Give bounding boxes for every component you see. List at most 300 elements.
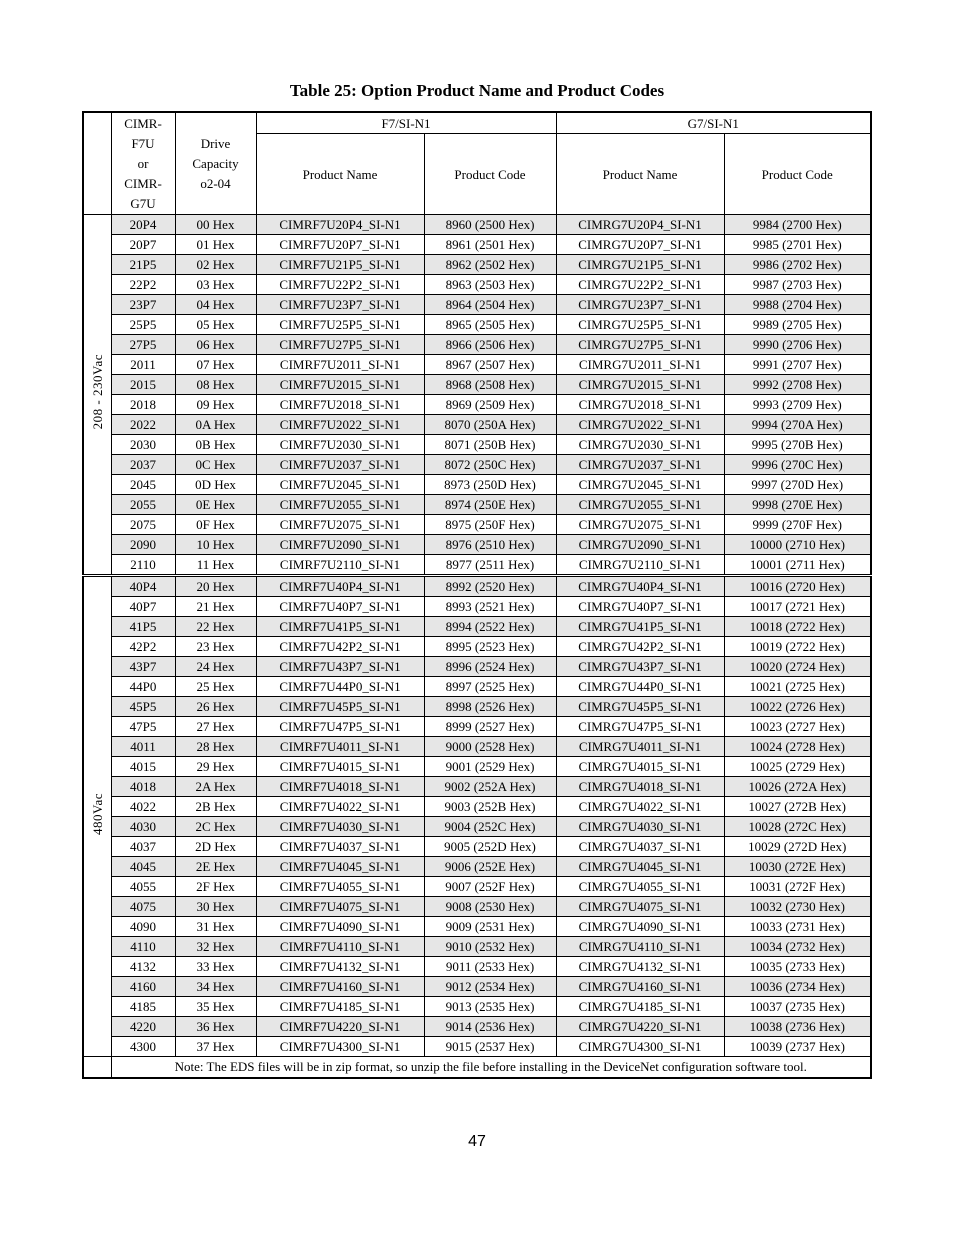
g7-product-name-cell: CIMRG7U4300_SI-N1 — [556, 1037, 724, 1057]
capacity-cell: 27 Hex — [175, 717, 256, 737]
model-cell: 4160 — [111, 977, 175, 997]
table-row — [83, 455, 871, 475]
f7-product-code-cell: 8963 (2503 Hex) — [424, 275, 556, 295]
f7-product-code-cell: 8998 (2526 Hex) — [424, 697, 556, 717]
model-cell: 4011 — [111, 737, 175, 757]
f7-product-code-cell: 8968 (2508 Hex) — [424, 375, 556, 395]
table-row — [83, 275, 871, 295]
g7-group-header: G7/SI-N1 — [556, 112, 871, 134]
g7-product-code-cell: 10022 (2726 Hex) — [724, 697, 871, 717]
f7-product-name-cell: CIMRF7U2045_SI-N1 — [256, 475, 424, 495]
model-cell: 4055 — [111, 877, 175, 897]
g7-product-name-cell: CIMRG7U4018_SI-N1 — [556, 777, 724, 797]
model-cell: 2045 — [111, 475, 175, 495]
f7-product-name-cell: CIMRF7U22P2_SI-N1 — [256, 275, 424, 295]
f7-product-name-cell: CIMRF7U2018_SI-N1 — [256, 395, 424, 415]
table-row — [83, 897, 871, 917]
capacity-cell: 2A Hex — [175, 777, 256, 797]
capacity-cell: 2F Hex — [175, 877, 256, 897]
g7-product-name-cell: CIMRG7U4045_SI-N1 — [556, 857, 724, 877]
capacity-cell: 0D Hex — [175, 475, 256, 495]
g7-product-name-cell: CIMRG7U22P2_SI-N1 — [556, 275, 724, 295]
g7-product-code-cell: 10039 (2737 Hex) — [724, 1037, 871, 1057]
g7-product-code-cell: 10035 (2733 Hex) — [724, 957, 871, 977]
g7-product-name-cell: CIMRG7U4075_SI-N1 — [556, 897, 724, 917]
capacity-header — [175, 112, 256, 215]
model-cell: 4075 — [111, 897, 175, 917]
g7-product-name-cell: CIMRG7U43P7_SI-N1 — [556, 657, 724, 677]
capacity-cell: 24 Hex — [175, 657, 256, 677]
g7-product-code-cell: 10037 (2735 Hex) — [724, 997, 871, 1017]
f7-product-code-cell: 8969 (2509 Hex) — [424, 395, 556, 415]
model-header — [111, 112, 175, 215]
g7-product-code-cell: 10031 (272F Hex) — [724, 877, 871, 897]
g7-product-name-cell: CIMRG7U23P7_SI-N1 — [556, 295, 724, 315]
model-cell: 4022 — [111, 797, 175, 817]
capacity-cell: 23 Hex — [175, 637, 256, 657]
g7-product-code-cell: 9990 (2706 Hex) — [724, 335, 871, 355]
model-header-line: CIMR- — [124, 115, 162, 131]
f7-product-code-cell: 8070 (250A Hex) — [424, 415, 556, 435]
g7-product-code-cell: 10018 (2722 Hex) — [724, 617, 871, 637]
f7-product-name-header: Product Name — [256, 134, 424, 215]
g7-product-name-header: Product Name — [556, 134, 724, 215]
g7-product-name-cell: CIMRG7U2018_SI-N1 — [556, 395, 724, 415]
table-row — [83, 997, 871, 1017]
g7-product-name-cell: CIMRG7U4022_SI-N1 — [556, 797, 724, 817]
g7-product-name-cell: CIMRG7U45P5_SI-N1 — [556, 697, 724, 717]
model-cell: 4090 — [111, 917, 175, 937]
f7-product-name-cell: CIMRF7U25P5_SI-N1 — [256, 315, 424, 335]
voltage-group-cell — [83, 576, 111, 1057]
table-row — [83, 435, 871, 455]
capacity-cell: 0E Hex — [175, 495, 256, 515]
capacity-cell: 20 Hex — [175, 576, 256, 597]
model-cell: 25P5 — [111, 315, 175, 335]
page-number: 47 — [468, 1133, 486, 1150]
f7-product-name-cell: CIMRF7U4015_SI-N1 — [256, 757, 424, 777]
g7-product-name-cell: CIMRG7U4110_SI-N1 — [556, 937, 724, 957]
g7-product-code-header: Product Code — [724, 134, 871, 215]
g7-product-name-cell: CIMRG7U27P5_SI-N1 — [556, 335, 724, 355]
capacity-cell: 09 Hex — [175, 395, 256, 415]
model-cell: 40P4 — [111, 576, 175, 597]
g7-product-code-cell: 9991 (2707 Hex) — [724, 355, 871, 375]
f7-product-code-cell: 8993 (2521 Hex) — [424, 597, 556, 617]
model-cell: 4220 — [111, 1017, 175, 1037]
f7-product-name-cell: CIMRF7U2015_SI-N1 — [256, 375, 424, 395]
table-row — [83, 215, 871, 235]
table-row — [83, 375, 871, 395]
f7-product-name-cell: CIMRF7U4300_SI-N1 — [256, 1037, 424, 1057]
f7-product-name-cell: CIMRF7U4160_SI-N1 — [256, 977, 424, 997]
g7-product-name-cell: CIMRG7U4015_SI-N1 — [556, 757, 724, 777]
capacity-cell: 21 Hex — [175, 597, 256, 617]
table-row — [83, 415, 871, 435]
table-row — [83, 315, 871, 335]
f7-product-name-cell: CIMRF7U21P5_SI-N1 — [256, 255, 424, 275]
f7-product-code-cell: 9004 (252C Hex) — [424, 817, 556, 837]
table-row — [83, 576, 871, 597]
g7-product-name-cell: CIMRG7U2045_SI-N1 — [556, 475, 724, 495]
f7-product-code-cell: 8976 (2510 Hex) — [424, 535, 556, 555]
f7-product-code-header: Product Code — [424, 134, 556, 215]
capacity-cell: 31 Hex — [175, 917, 256, 937]
model-cell: 2030 — [111, 435, 175, 455]
capacity-cell: 22 Hex — [175, 617, 256, 637]
model-cell: 4045 — [111, 857, 175, 877]
table-row — [83, 877, 871, 897]
f7-product-code-cell: 8960 (2500 Hex) — [424, 215, 556, 235]
table-row — [83, 495, 871, 515]
model-cell: 4132 — [111, 957, 175, 977]
capacity-cell: 2B Hex — [175, 797, 256, 817]
g7-product-code-cell: 9989 (2705 Hex) — [724, 315, 871, 335]
f7-product-code-cell: 8967 (2507 Hex) — [424, 355, 556, 375]
capacity-cell: 05 Hex — [175, 315, 256, 335]
table-row — [83, 837, 871, 857]
g7-product-code-cell: 10033 (2731 Hex) — [724, 917, 871, 937]
f7-product-code-cell: 8961 (2501 Hex) — [424, 235, 556, 255]
model-cell: 23P7 — [111, 295, 175, 315]
g7-product-code-cell: 9998 (270E Hex) — [724, 495, 871, 515]
g7-product-code-cell: 9988 (2704 Hex) — [724, 295, 871, 315]
g7-product-name-cell: CIMRG7U20P4_SI-N1 — [556, 215, 724, 235]
f7-product-code-cell: 9007 (252F Hex) — [424, 877, 556, 897]
g7-product-code-cell: 10034 (2732 Hex) — [724, 937, 871, 957]
model-cell: 2022 — [111, 415, 175, 435]
f7-product-code-cell: 8995 (2523 Hex) — [424, 637, 556, 657]
table-row — [83, 355, 871, 375]
g7-product-code-cell: 10028 (272C Hex) — [724, 817, 871, 837]
g7-product-code-cell: 10025 (2729 Hex) — [724, 757, 871, 777]
capacity-cell: 2E Hex — [175, 857, 256, 877]
capacity-cell: 08 Hex — [175, 375, 256, 395]
table-row — [83, 1037, 871, 1057]
capacity-cell: 26 Hex — [175, 697, 256, 717]
g7-product-name-cell: CIMRG7U2110_SI-N1 — [556, 555, 724, 576]
model-cell: 20P4 — [111, 215, 175, 235]
model-cell: 22P2 — [111, 275, 175, 295]
g7-product-code-cell: 9984 (2700 Hex) — [724, 215, 871, 235]
capacity-cell: 32 Hex — [175, 937, 256, 957]
g7-product-code-cell: 9994 (270A Hex) — [724, 415, 871, 435]
f7-product-code-cell: 9012 (2534 Hex) — [424, 977, 556, 997]
f7-product-name-cell: CIMRF7U45P5_SI-N1 — [256, 697, 424, 717]
f7-product-name-cell: CIMRF7U43P7_SI-N1 — [256, 657, 424, 677]
table-row — [83, 677, 871, 697]
g7-product-code-cell: 10000 (2710 Hex) — [724, 535, 871, 555]
f7-product-code-cell: 9003 (252B Hex) — [424, 797, 556, 817]
table-row — [83, 597, 871, 617]
f7-product-code-cell: 8973 (250D Hex) — [424, 475, 556, 495]
model-cell: 20P7 — [111, 235, 175, 255]
f7-product-name-cell: CIMRF7U2030_SI-N1 — [256, 435, 424, 455]
f7-product-code-cell: 8071 (250B Hex) — [424, 435, 556, 455]
model-cell: 27P5 — [111, 335, 175, 355]
g7-product-code-cell: 10036 (2734 Hex) — [724, 977, 871, 997]
model-cell: 2015 — [111, 375, 175, 395]
f7-product-name-cell: CIMRF7U4030_SI-N1 — [256, 817, 424, 837]
model-cell: 2018 — [111, 395, 175, 415]
f7-product-name-cell: CIMRF7U4075_SI-N1 — [256, 897, 424, 917]
table-row — [83, 255, 871, 275]
f7-product-name-cell: CIMRF7U20P7_SI-N1 — [256, 235, 424, 255]
model-cell: 2011 — [111, 355, 175, 375]
table-row — [83, 917, 871, 937]
model-header-line: G7U — [130, 195, 156, 211]
f7-product-code-cell: 9005 (252D Hex) — [424, 837, 556, 857]
f7-product-name-cell: CIMRF7U20P4_SI-N1 — [256, 215, 424, 235]
table-row — [83, 617, 871, 637]
model-cell: 4185 — [111, 997, 175, 1017]
g7-product-code-cell: 9985 (2701 Hex) — [724, 235, 871, 255]
g7-product-name-cell: CIMRG7U4030_SI-N1 — [556, 817, 724, 837]
f7-product-code-cell: 8975 (250F Hex) — [424, 515, 556, 535]
f7-product-code-cell: 9002 (252A Hex) — [424, 777, 556, 797]
g7-product-name-cell: CIMRG7U4132_SI-N1 — [556, 957, 724, 977]
g7-product-code-cell: 9997 (270D Hex) — [724, 475, 871, 495]
g7-product-code-cell: 10016 (2720 Hex) — [724, 576, 871, 597]
f7-product-code-cell: 8962 (2502 Hex) — [424, 255, 556, 275]
g7-product-code-cell: 10030 (272E Hex) — [724, 857, 871, 877]
model-cell: 43P7 — [111, 657, 175, 677]
capacity-cell: 29 Hex — [175, 757, 256, 777]
f7-product-name-cell: CIMRF7U4045_SI-N1 — [256, 857, 424, 877]
model-cell: 21P5 — [111, 255, 175, 275]
g7-product-name-cell: CIMRG7U20P7_SI-N1 — [556, 235, 724, 255]
capacity-cell: 28 Hex — [175, 737, 256, 757]
table-row — [83, 395, 871, 415]
f7-product-name-cell: CIMRF7U4090_SI-N1 — [256, 917, 424, 937]
g7-product-code-cell: 9986 (2702 Hex) — [724, 255, 871, 275]
model-cell: 4037 — [111, 837, 175, 857]
voltage-label: 480Vac — [89, 793, 105, 835]
table-row — [83, 535, 871, 555]
table-row — [83, 555, 871, 576]
g7-product-name-cell: CIMRG7U25P5_SI-N1 — [556, 315, 724, 335]
model-cell: 2090 — [111, 535, 175, 555]
f7-product-code-cell: 8965 (2505 Hex) — [424, 315, 556, 335]
f7-product-code-cell: 9013 (2535 Hex) — [424, 997, 556, 1017]
f7-product-code-cell: 8997 (2525 Hex) — [424, 677, 556, 697]
g7-product-code-cell: 10027 (272B Hex) — [724, 797, 871, 817]
f7-product-name-cell: CIMRF7U2075_SI-N1 — [256, 515, 424, 535]
f7-product-name-cell: CIMRF7U2055_SI-N1 — [256, 495, 424, 515]
g7-product-code-cell: 10032 (2730 Hex) — [724, 897, 871, 917]
f7-product-name-cell: CIMRF7U23P7_SI-N1 — [256, 295, 424, 315]
capacity-cell: 2C Hex — [175, 817, 256, 837]
f7-product-name-cell: CIMRF7U2037_SI-N1 — [256, 455, 424, 475]
g7-product-name-cell: CIMRG7U2011_SI-N1 — [556, 355, 724, 375]
voltage-group-cell — [83, 215, 111, 576]
f7-product-code-cell: 9011 (2533 Hex) — [424, 957, 556, 977]
f7-product-name-cell: CIMRF7U4132_SI-N1 — [256, 957, 424, 977]
model-cell: 40P7 — [111, 597, 175, 617]
g7-product-code-cell: 10023 (2727 Hex) — [724, 717, 871, 737]
capacity-cell: 37 Hex — [175, 1037, 256, 1057]
model-cell: 42P2 — [111, 637, 175, 657]
model-cell: 2055 — [111, 495, 175, 515]
model-cell: 4110 — [111, 937, 175, 957]
capacity-cell: 30 Hex — [175, 897, 256, 917]
g7-product-name-cell: CIMRG7U41P5_SI-N1 — [556, 617, 724, 637]
f7-product-code-cell: 8072 (250C Hex) — [424, 455, 556, 475]
g7-product-code-cell: 10024 (2728 Hex) — [724, 737, 871, 757]
table-row — [83, 737, 871, 757]
g7-product-name-cell: CIMRG7U4185_SI-N1 — [556, 997, 724, 1017]
model-cell: 4015 — [111, 757, 175, 777]
g7-product-name-cell: CIMRG7U44P0_SI-N1 — [556, 677, 724, 697]
f7-product-name-cell: CIMRF7U4018_SI-N1 — [256, 777, 424, 797]
g7-product-code-cell: 9999 (270F Hex) — [724, 515, 871, 535]
model-cell: 41P5 — [111, 617, 175, 637]
table-row — [83, 777, 871, 797]
f7-product-name-cell: CIMRF7U42P2_SI-N1 — [256, 637, 424, 657]
model-cell: 4300 — [111, 1037, 175, 1057]
f7-product-name-cell: CIMRF7U2011_SI-N1 — [256, 355, 424, 375]
g7-product-name-cell: CIMRG7U40P7_SI-N1 — [556, 597, 724, 617]
f7-product-code-cell: 9006 (252E Hex) — [424, 857, 556, 877]
f7-product-code-cell: 9008 (2530 Hex) — [424, 897, 556, 917]
g7-product-code-cell: 10001 (2711 Hex) — [724, 555, 871, 576]
f7-product-code-cell: 9009 (2531 Hex) — [424, 917, 556, 937]
capacity-cell: 03 Hex — [175, 275, 256, 295]
f7-product-name-cell: CIMRF7U47P5_SI-N1 — [256, 717, 424, 737]
model-cell: 4030 — [111, 817, 175, 837]
g7-product-code-cell: 9992 (2708 Hex) — [724, 375, 871, 395]
f7-group-header: F7/SI-N1 — [256, 112, 556, 134]
table-row — [83, 977, 871, 997]
f7-product-code-cell: 8994 (2522 Hex) — [424, 617, 556, 637]
capacity-header-line: Drive — [200, 135, 231, 151]
model-cell: 2037 — [111, 455, 175, 475]
g7-product-name-cell: CIMRG7U2030_SI-N1 — [556, 435, 724, 455]
g7-product-code-cell: 10019 (2722 Hex) — [724, 637, 871, 657]
g7-product-code-cell: 10020 (2724 Hex) — [724, 657, 871, 677]
table-row — [83, 335, 871, 355]
g7-product-name-cell: CIMRG7U4090_SI-N1 — [556, 917, 724, 937]
table-row — [83, 637, 871, 657]
g7-product-name-cell: CIMRG7U2075_SI-N1 — [556, 515, 724, 535]
capacity-cell: 01 Hex — [175, 235, 256, 255]
model-cell: 45P5 — [111, 697, 175, 717]
g7-product-code-cell: 10029 (272D Hex) — [724, 837, 871, 857]
table-row — [83, 717, 871, 737]
f7-product-code-cell: 8966 (2506 Hex) — [424, 335, 556, 355]
table-row — [83, 295, 871, 315]
model-header-line: F7U — [131, 135, 155, 151]
table-row — [83, 657, 871, 677]
f7-product-code-cell: 9014 (2536 Hex) — [424, 1017, 556, 1037]
f7-product-name-cell: CIMRF7U2022_SI-N1 — [256, 415, 424, 435]
f7-product-code-cell: 8996 (2524 Hex) — [424, 657, 556, 677]
table-row — [83, 697, 871, 717]
model-cell: 2110 — [111, 555, 175, 576]
table-row — [83, 1017, 871, 1037]
f7-product-name-cell: CIMRF7U4220_SI-N1 — [256, 1017, 424, 1037]
g7-product-name-cell: CIMRG7U2037_SI-N1 — [556, 455, 724, 475]
capacity-cell: 04 Hex — [175, 295, 256, 315]
f7-product-name-cell: CIMRF7U40P4_SI-N1 — [256, 576, 424, 597]
f7-product-name-cell: CIMRF7U4055_SI-N1 — [256, 877, 424, 897]
product-code-table — [82, 111, 872, 1079]
g7-product-code-cell: 9995 (270B Hex) — [724, 435, 871, 455]
capacity-cell: 07 Hex — [175, 355, 256, 375]
model-header-line: or — [137, 155, 149, 171]
f7-product-code-cell: 8974 (250E Hex) — [424, 495, 556, 515]
capacity-cell: 33 Hex — [175, 957, 256, 977]
f7-product-code-cell: 8964 (2504 Hex) — [424, 295, 556, 315]
g7-product-name-cell: CIMRG7U2022_SI-N1 — [556, 415, 724, 435]
f7-product-name-cell: CIMRF7U4022_SI-N1 — [256, 797, 424, 817]
g7-product-name-cell: CIMRG7U4011_SI-N1 — [556, 737, 724, 757]
f7-product-name-cell: CIMRF7U4011_SI-N1 — [256, 737, 424, 757]
f7-product-code-cell: 9000 (2528 Hex) — [424, 737, 556, 757]
f7-product-code-cell: 8977 (2511 Hex) — [424, 555, 556, 576]
g7-product-name-cell: CIMRG7U21P5_SI-N1 — [556, 255, 724, 275]
capacity-cell: 0F Hex — [175, 515, 256, 535]
g7-product-name-cell: CIMRG7U2090_SI-N1 — [556, 535, 724, 555]
capacity-cell: 25 Hex — [175, 677, 256, 697]
capacity-cell: 00 Hex — [175, 215, 256, 235]
g7-product-name-cell: CIMRG7U42P2_SI-N1 — [556, 637, 724, 657]
capacity-cell: 10 Hex — [175, 535, 256, 555]
g7-product-code-cell: 9993 (2709 Hex) — [724, 395, 871, 415]
g7-product-name-cell: CIMRG7U4037_SI-N1 — [556, 837, 724, 857]
g7-product-name-cell: CIMRG7U4055_SI-N1 — [556, 877, 724, 897]
model-cell: 4018 — [111, 777, 175, 797]
table-row — [83, 515, 871, 535]
table-row — [83, 957, 871, 977]
g7-product-code-cell: 10017 (2721 Hex) — [724, 597, 871, 617]
table-note: Note: The EDS files will be in zip format, so unzip the file before installing in the DeviceNet configuration software tool. — [111, 1057, 871, 1079]
model-cell: 2075 — [111, 515, 175, 535]
table-row — [83, 857, 871, 877]
table-row — [83, 235, 871, 255]
g7-product-code-cell: 10038 (2736 Hex) — [724, 1017, 871, 1037]
f7-product-name-cell: CIMRF7U4037_SI-N1 — [256, 837, 424, 857]
capacity-cell: 0A Hex — [175, 415, 256, 435]
f7-product-code-cell: 9001 (2529 Hex) — [424, 757, 556, 777]
f7-product-code-cell: 8999 (2527 Hex) — [424, 717, 556, 737]
capacity-cell: 06 Hex — [175, 335, 256, 355]
g7-product-name-cell: CIMRG7U4220_SI-N1 — [556, 1017, 724, 1037]
model-header-line: CIMR- — [124, 175, 162, 191]
f7-product-name-cell: CIMRF7U2090_SI-N1 — [256, 535, 424, 555]
voltage-label: 208 - 230Vac — [89, 354, 105, 430]
table-title: Table 25: Option Product Name and Product Codes — [289, 81, 665, 100]
capacity-cell: 11 Hex — [175, 555, 256, 576]
g7-product-code-cell: 9996 (270C Hex) — [724, 455, 871, 475]
f7-product-name-cell: CIMRF7U4110_SI-N1 — [256, 937, 424, 957]
f7-product-code-cell: 9010 (2532 Hex) — [424, 937, 556, 957]
model-cell: 47P5 — [111, 717, 175, 737]
f7-product-name-cell: CIMRF7U2110_SI-N1 — [256, 555, 424, 576]
f7-product-name-cell: CIMRF7U40P7_SI-N1 — [256, 597, 424, 617]
g7-product-code-cell: 10026 (272A Hex) — [724, 777, 871, 797]
table-row — [83, 475, 871, 495]
g7-product-name-cell: CIMRG7U2015_SI-N1 — [556, 375, 724, 395]
capacity-cell: 36 Hex — [175, 1017, 256, 1037]
table-row — [83, 757, 871, 777]
note-spacer — [83, 1057, 111, 1079]
f7-product-name-cell: CIMRF7U44P0_SI-N1 — [256, 677, 424, 697]
voltage-header — [83, 112, 111, 215]
g7-product-name-cell: CIMRG7U4160_SI-N1 — [556, 977, 724, 997]
table-row — [83, 817, 871, 837]
model-cell: 44P0 — [111, 677, 175, 697]
